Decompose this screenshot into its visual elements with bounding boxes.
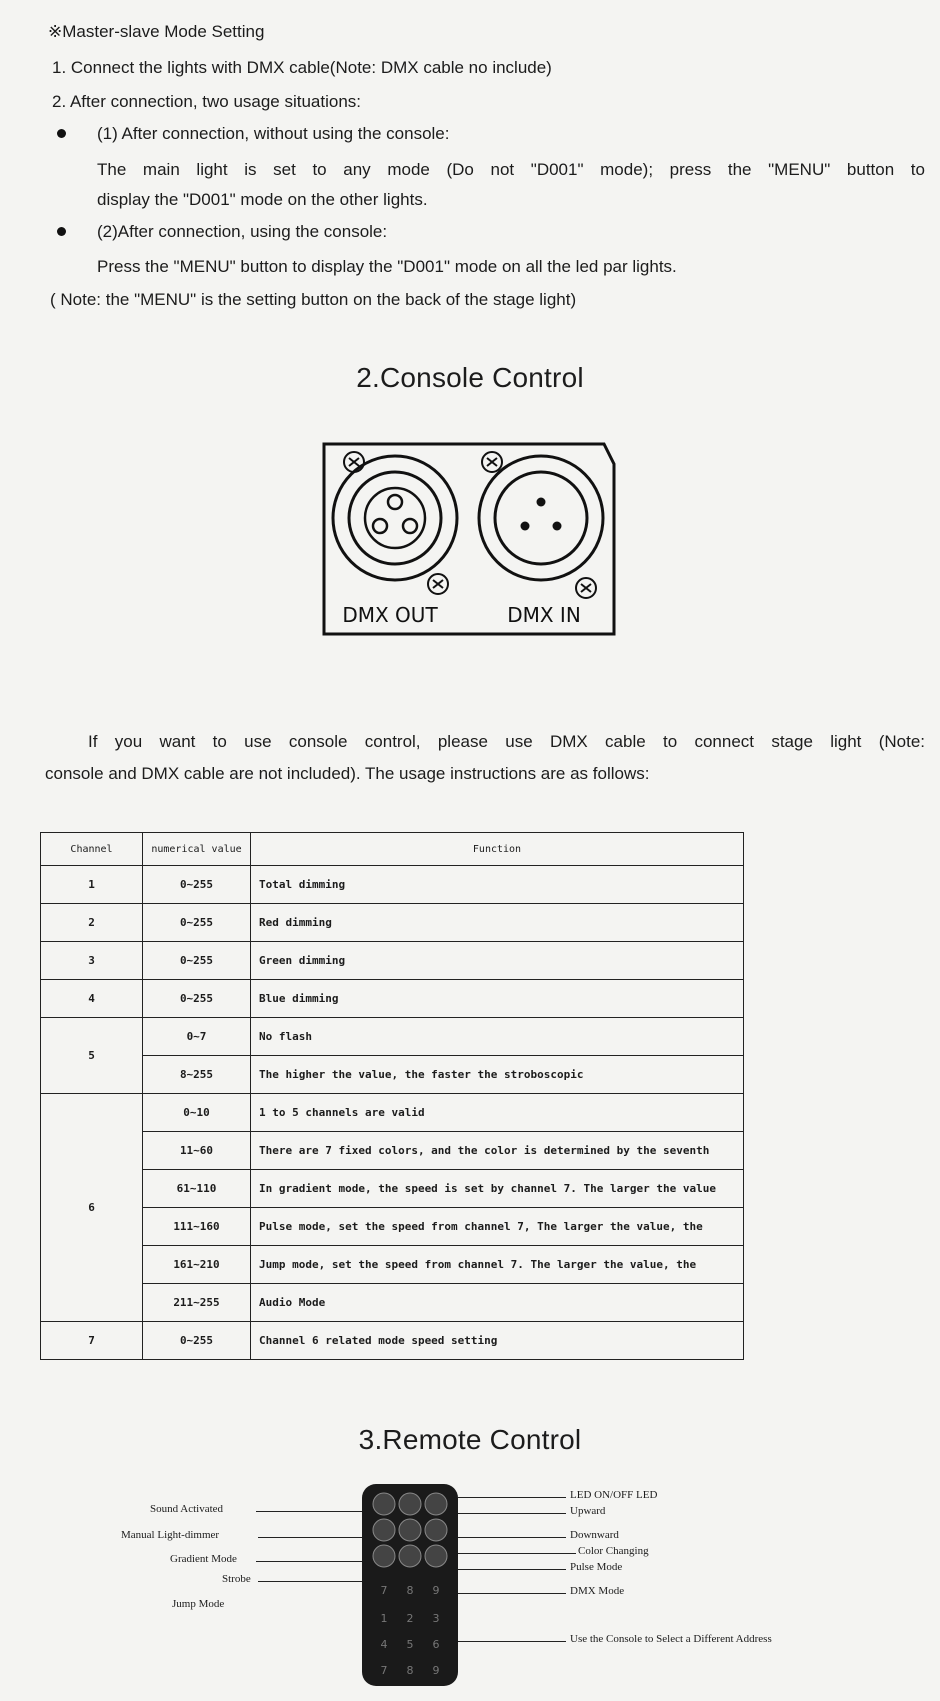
table-row	[41, 1018, 744, 1056]
channel-cell: 2	[41, 904, 143, 942]
svg-text:7: 7	[380, 1584, 388, 1597]
value-cell: 111~160	[143, 1208, 251, 1246]
dmx-in-label: DMX IN	[507, 603, 581, 627]
value-cell: 0~10	[143, 1094, 251, 1132]
value-cell: 0~255	[143, 942, 251, 980]
step-2: 2. After connection, two usage situations:	[52, 92, 362, 111]
table-row	[41, 1246, 744, 1284]
bullet-icon	[57, 129, 66, 138]
channel-cell: 3	[41, 942, 143, 980]
remote-label-upward: Upward	[570, 1505, 606, 1517]
console-paragraph-line-1: If you want to use console control, please use DMX cable to connect stage light (Note:	[88, 732, 925, 751]
remote-label-gradient-mode: Gradient Mode	[170, 1553, 237, 1565]
case-1-line-1: The main light is set to any mode (Do not "D001" mode); press the "MENU" button to	[97, 160, 925, 179]
value-cell: 211~255	[143, 1284, 251, 1322]
svg-text:8: 8	[406, 1584, 414, 1597]
svg-text:2: 2	[406, 1612, 414, 1625]
value-cell: 8~255	[143, 1056, 251, 1094]
function-cell: Blue dimming	[251, 980, 744, 1018]
dmx-out-connector	[333, 456, 457, 580]
leader-line	[458, 1593, 566, 1594]
channel-cell: 6	[41, 1094, 143, 1322]
svg-text:7: 7	[380, 1664, 388, 1677]
svg-text:1: 1	[380, 1612, 388, 1625]
function-cell: Pulse mode, set the speed from channel 7, The larger the value, the	[251, 1208, 744, 1246]
table-row	[41, 1094, 744, 1132]
function-cell: Channel 6 related mode speed setting	[251, 1322, 744, 1360]
header-channel: Channel	[41, 833, 143, 866]
channel-cell: 1	[41, 866, 143, 904]
svg-text:3: 3	[432, 1612, 440, 1625]
table-row	[41, 1056, 744, 1094]
menu-note: ( Note: the "MENU" is the setting button on the back of the stage light)	[50, 290, 577, 309]
leader-line	[458, 1537, 566, 1538]
case-2-line-1: Press the "MENU" button to display the "D001" mode on all the led par lights.	[97, 257, 677, 276]
table-row	[41, 942, 744, 980]
dmx-in-connector	[479, 456, 603, 580]
value-cell: 0~255	[143, 866, 251, 904]
leader-line	[458, 1569, 566, 1570]
function-cell: 1 to 5 channels are valid	[251, 1094, 744, 1132]
leader-line	[256, 1511, 362, 1512]
remote-label-jump-mode: Jump Mode	[172, 1598, 225, 1610]
value-cell: 0~255	[143, 1322, 251, 1360]
value-cell: 0~255	[143, 980, 251, 1018]
leader-line	[458, 1641, 566, 1642]
table-row	[41, 1132, 744, 1170]
remote-label-color-changing: Color Changing	[578, 1545, 649, 1557]
console-control-heading: 2.Console Control	[356, 362, 584, 393]
value-cell: 0~255	[143, 904, 251, 942]
svg-text:8: 8	[406, 1664, 414, 1677]
bullet-icon	[57, 227, 66, 236]
console-paragraph-line-2: console and DMX cable are not included). The usage instructions are as follows:	[45, 764, 650, 783]
remote-label-console-address: Use the Console to Select a Different Address	[570, 1633, 772, 1645]
function-cell: No flash	[251, 1018, 744, 1056]
master-slave-heading: ※Master-slave Mode Setting	[48, 22, 265, 41]
header-value: numerical value	[143, 833, 251, 866]
table-row	[41, 980, 744, 1018]
table-row	[41, 1322, 744, 1360]
remote-control-icon	[360, 1482, 460, 1688]
svg-text:9: 9	[432, 1584, 440, 1597]
channel-cell: 4	[41, 980, 143, 1018]
function-cell: Audio Mode	[251, 1284, 744, 1322]
remote-label-pulse-mode: Pulse Mode	[570, 1561, 623, 1573]
table-row	[41, 866, 744, 904]
header-function: Function	[251, 833, 744, 866]
remote-label-dmx-mode: DMX Mode	[570, 1585, 625, 1597]
remote-label-downward: Downward	[570, 1529, 619, 1541]
svg-text:4: 4	[380, 1638, 388, 1651]
svg-text:5: 5	[406, 1638, 414, 1651]
table-header-row	[41, 833, 744, 866]
function-cell: In gradient mode, the speed is set by channel 7. The larger the value	[251, 1170, 744, 1208]
leader-line	[458, 1497, 566, 1498]
function-cell: Total dimming	[251, 866, 744, 904]
svg-text:6: 6	[432, 1638, 440, 1651]
case-1-title: (1) After connection, without using the console:	[97, 124, 450, 143]
remote-label-manual-dimmer: Manual Light-dimmer	[121, 1529, 220, 1541]
function-cell: Green dimming	[251, 942, 744, 980]
leader-line	[258, 1581, 362, 1582]
table-row	[41, 1170, 744, 1208]
table-row	[41, 1208, 744, 1246]
dmx-connector-diagram	[318, 432, 620, 638]
remote-label-sound-activated: Sound Activated	[150, 1503, 224, 1515]
function-cell: The higher the value, the faster the stroboscopic	[251, 1056, 744, 1094]
svg-text:9: 9	[432, 1664, 440, 1677]
value-cell: 161~210	[143, 1246, 251, 1284]
function-cell: There are 7 fixed colors, and the color is determined by the seventh	[251, 1132, 744, 1170]
step-1: 1. Connect the lights with DMX cable(Note: DMX cable no include)	[52, 58, 552, 77]
leader-line	[458, 1513, 566, 1514]
channel-cell: 7	[41, 1322, 143, 1360]
case-2-title: (2)After connection, using the console:	[97, 222, 388, 241]
leader-line	[258, 1537, 362, 1538]
remote-control-heading: 3.Remote Control	[358, 1424, 582, 1455]
channel-cell: 5	[41, 1018, 143, 1094]
dmx-out-label: DMX OUT	[342, 603, 438, 627]
remote-label-strobe: Strobe	[222, 1573, 251, 1585]
case-1-line-2: display the "D001" mode on the other lights.	[97, 190, 428, 209]
value-cell: 0~7	[143, 1018, 251, 1056]
leader-line	[458, 1553, 576, 1554]
table-row	[41, 1284, 744, 1322]
function-cell: Jump mode, set the speed from channel 7. The larger the value, the	[251, 1246, 744, 1284]
table-row	[41, 904, 744, 942]
value-cell: 11~60	[143, 1132, 251, 1170]
remote-label-led-on-off: LED ON/OFF LED	[570, 1489, 658, 1501]
function-cell: Red dimming	[251, 904, 744, 942]
leader-line	[256, 1561, 362, 1562]
dmx-channel-table	[40, 832, 744, 1360]
value-cell: 61~110	[143, 1170, 251, 1208]
